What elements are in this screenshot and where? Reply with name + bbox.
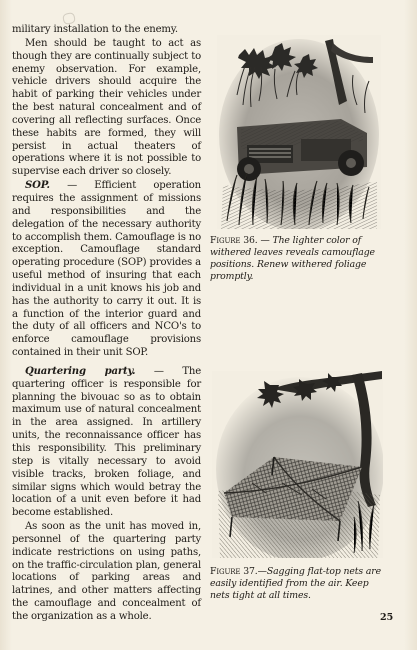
paragraph-observation: Men should be taught to act as though they are continually subject to enemy observation. For example, vehicle drivers should acquire the habit of parking their vehicles under the best natural concealment and of covering all reflecting surfaces. Once these habits are formed, they will persist in actual theaters of operations where it is not possible to supervise each driver so closely. bbox=[12, 37, 201, 178]
figure-36-caption bbox=[210, 235, 381, 283]
figure-36-text: — The lighter color of withered leaves reveals camouflage positions. Renew withered foliage promptly. bbox=[210, 235, 375, 282]
quartering-party-text: — The quartering officer is responsible for planning the bivouac so as to obtain maximum use of natural concealment in the area assigned. In artillery units, the reconnaissance officer has this responsibility. This preliminary step is vitally necessary to avoid visible tracks, broken foliage, and similar signs which would betray the location of a unit even before it had become established. bbox=[12, 365, 201, 519]
figure-37-drawing bbox=[212, 371, 383, 558]
figure-37-illustration bbox=[212, 371, 383, 558]
figure-36-drawing bbox=[217, 35, 381, 229]
left-text-column bbox=[12, 24, 201, 624]
page-number: 25 bbox=[380, 612, 394, 623]
paragraph-unit-moved-in: As soon as the unit has moved in, personnel of the quartering party indicate restrictions on using paths, on the traffic-circulation plan, general locations of parking areas and latrines, and other matters affecting the camouflage and concealment of the organization as a whole. bbox=[12, 521, 201, 622]
figure-36-illustration bbox=[217, 35, 381, 229]
quartering-party-heading: Quartering party. bbox=[25, 365, 136, 377]
sop-text: — Efficient operation requires the assignment of missions and responsibilities and the delegation of the necessary authority to accomplish them. Camouflage is no exception. Camouflage standard operating procedure (SOP) provides a useful method of insuring that each individual in a unit knows his job and has the authority to carry it out. It is a function of the interior guard and the duty of all officers and NCO's to enforce camouflage provisions contained in their unit SOP. bbox=[12, 180, 201, 359]
paragraph-quartering-party bbox=[12, 366, 201, 520]
figure-36-label: Figure 36. bbox=[210, 235, 258, 246]
sop-heading: SOP. bbox=[25, 180, 50, 192]
figure-37-text: —Sagging flat-top nets are easily identified from the air. Keep nets tight at all times. bbox=[210, 566, 382, 601]
paragraph-continuation: military installation to the enemy. bbox=[12, 24, 178, 35]
paragraph-sop bbox=[12, 180, 201, 360]
figure-37-label: Figure 37. bbox=[210, 566, 258, 577]
figure-37-caption bbox=[210, 566, 381, 602]
